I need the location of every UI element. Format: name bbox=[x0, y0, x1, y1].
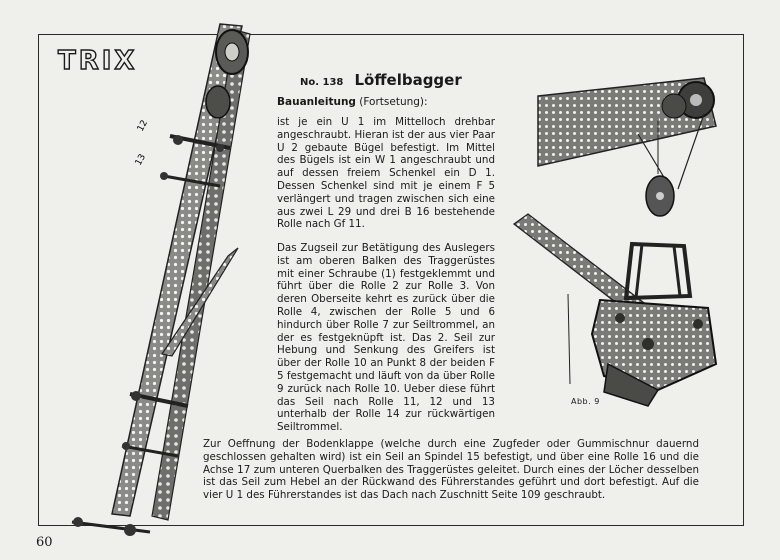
instruction-paragraph-1: ist je ein U 1 im Mittelloch drehbar angeschraubt. Hieran ist der aus vier Paar U 2 gebaute Bügel befestigt. Im Mittel des Bügels ist ein W 1 angeschraubt und auf dessen freiem Schenkel ein D 1. Dessen Schenkel sind mit je einem F 5 verlängert und tragen zwischen sich eine aus zwei L 29 und drei B 16 bestehende Rolle nach Gf 11. bbox=[277, 116, 495, 231]
figure-label: Abb. 9 bbox=[571, 397, 600, 406]
subheading-note: (Fortsetung): bbox=[359, 96, 428, 108]
instruction-paragraph-3: Zur Oeffnung der Bodenklappe (welche durch eine Zugfeder oder Gummischnur dauernd geschlossen gehalten wird) ist ein Seil an Spindel 15 befestigt, und über eine Rolle 16 und die Achse 17 zum unteren Querbalken des Traggerüstes geleitet. Durch eines der Löcher desselben ist das Seil zum Hebel an der Rückwand des Führerstandes geführt und dort befestigt. Auf die vier U 1 des Führerstandes ist das Dach nach Zuschnitt Seite 109 geschraubt. bbox=[203, 438, 699, 502]
boom-illustration bbox=[60, 16, 320, 536]
page-number: 60 bbox=[36, 535, 53, 550]
subheading-label: Bauanleitung bbox=[277, 96, 356, 108]
callout-12: 12 bbox=[135, 118, 151, 134]
bucket-illustration bbox=[508, 74, 728, 414]
trix-logo: TRIX bbox=[58, 46, 138, 76]
callout-13: 13 bbox=[133, 152, 149, 168]
page-title bbox=[300, 70, 462, 89]
model-number: No. 138 bbox=[300, 77, 344, 88]
instruction-paragraph-2: Das Zugseil zur Betätigung des Auslegers ist am oberen Balken des Traggerüstes mit einer Schraube (1) festgeklemmt und führt über die Rolle 2 zur Rolle 3. Von deren Oberseite kehrt es zurück über die Rolle 4, zwischen der Rolle 5 und 6 hindurch über Rolle 7 zur Seiltrommel, an der es festgeknüpft ist. Das 2. Seil zur Hebung und Senkung des Greifers ist über der Rolle 10 an Punkt 8 der beiden F 5 festgemacht und läuft von da über Rolle 9 zurück nach Rolle 10. Ueber diese führt das Seil nach Rolle 11, 12 und 13 unterhalb der Rolle 14 zur rückwärtigen Seiltrommel. bbox=[277, 242, 495, 434]
model-name: Löffelbagger bbox=[354, 71, 462, 89]
